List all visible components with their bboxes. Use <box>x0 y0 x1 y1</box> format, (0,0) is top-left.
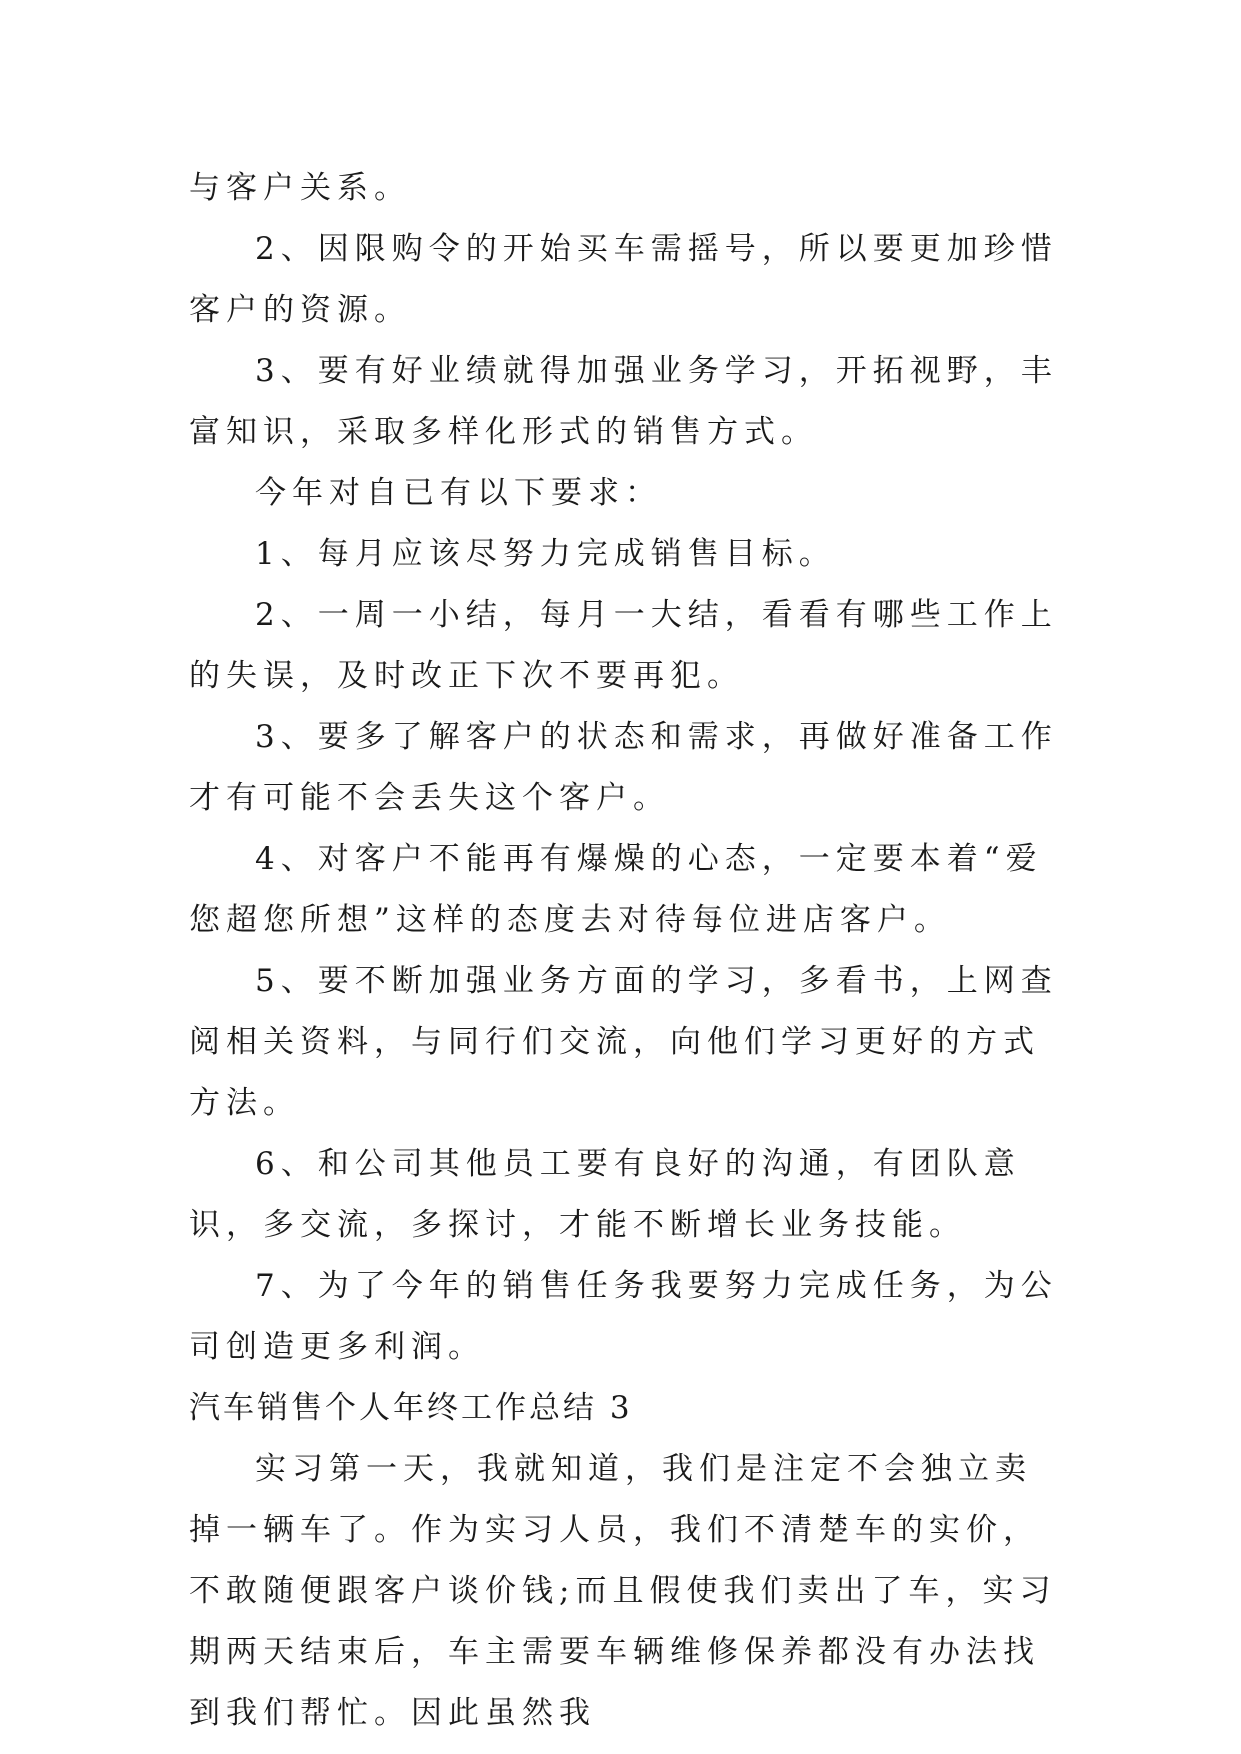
paragraph-12: 实习第一天，我就知道，我们是注定不会独立卖掉一辆车了。作为实习人员，我们不清楚车的实价，不敢随便跟客户谈价钱;而且假使我们卖出了车，实习期两天结束后，车主需要车辆维修保养都没有办法找到我们帮忙。因此虽然我 <box>189 1451 1057 1731</box>
paragraph-10: 6、和公司其他员工要有良好的沟通，有团队意识，多交流，多探讨，才能不断增长业务技能。 <box>189 1146 1021 1243</box>
paragraph-11: 7、为了今年的销售任务我要努力完成任务，为公司创造更多利润。 <box>189 1268 1058 1365</box>
paragraph-9: 5、要不断加强业务方面的学习，多看书，上网查阅相关资料，与同行们交流，向他们学习更好的方式方法。 <box>189 963 1058 1121</box>
paragraph-6: 2、一周一小结，每月一大结，看看有哪些工作上的失误，及时改正下次不要再犯。 <box>189 597 1058 694</box>
paragraph-1: 与客户关系。 <box>189 170 411 206</box>
paragraph-2: 2、因限购令的开始买车需摇号，所以要更加珍惜客户的资源。 <box>189 231 1058 328</box>
paragraph-7: 3、要多了解客户的状态和需求，再做好准备工作才有可能不会丢失这个客户。 <box>189 719 1058 816</box>
paragraph-8: 4、对客户不能再有爆燥的心态，一定要本着“爱您超您所想”这样的态度去对待每位进店客户。 <box>189 841 1043 938</box>
paragraph-5: 1、每月应该尽努力完成销售目标。 <box>255 536 836 572</box>
section-heading: 汽车销售个人年终工作总结 3 <box>189 1390 633 1426</box>
paragraph-3: 3、要有好业绩就得加强业务学习，开拓视野，丰富知识，采取多样化形式的销售方式。 <box>189 353 1058 450</box>
paragraph-4: 今年对自已有以下要求： <box>255 475 662 511</box>
document-body <box>189 158 1059 1744</box>
